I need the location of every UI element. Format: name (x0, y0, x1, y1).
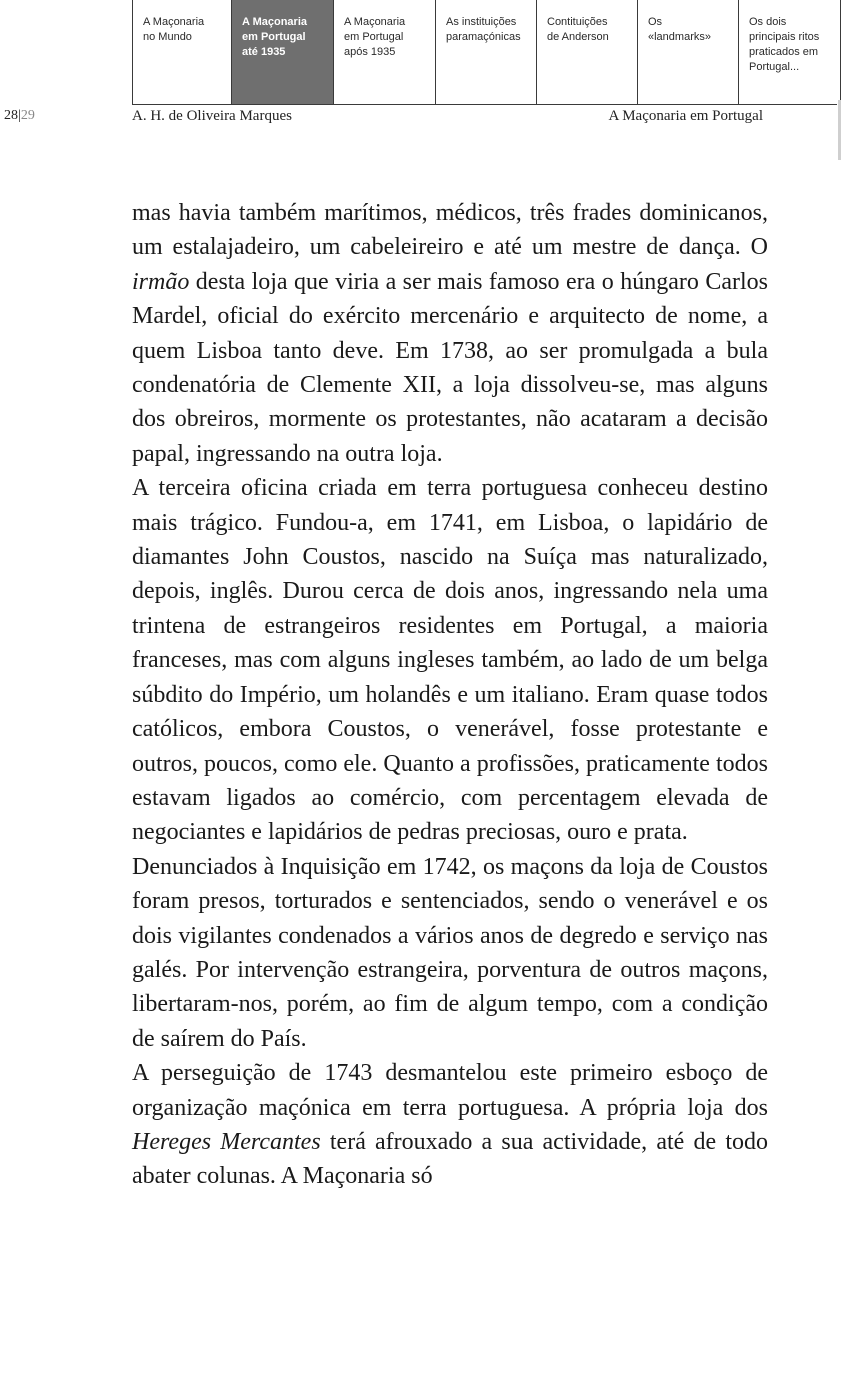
tab-label-line: Os dois (749, 16, 787, 28)
tab-label-line: no Mundo (143, 31, 192, 43)
text-run: A terceira oficina criada em terra portuguesa conheceu destino mais trágico. Fundou-a, em 1741, em Lisboa, o lapidário de diamantes John Coustos, nascido na Suíça mas naturalizado, depois, inglês. Durou cerca de dois anos, ingressando nela uma trintena de estrangeiros residentes em Portugal, a maioria franceses, mas com alguns ingleses também, ao lado de um belga súbdito do Império, um holandês e um italiano. Eram quase todos católicos, embora Coustos, o venerável, fosse protestante e outros, poucos, como ele. Quanto a profissões, praticamente todos estavam ligados ao comércio, com percentagem elevada de negociantes e lapidários de pedras preciosas, ouro e prata. (132, 475, 768, 846)
tab-label-line: de Anderson (547, 31, 609, 43)
text-run: A perseguição de 1743 desmantelou este primeiro esboço de organização maçónica em terra portuguesa. A própria loja dos (132, 1060, 768, 1121)
tab-label-line: Contituições (547, 16, 608, 28)
page-number-left: 28 (4, 108, 18, 123)
text-run: Denunciados à Inquisição em 1742, os maçons da loja de Coustos foram presos, torturados e sentenciados, sendo o venerável e os dois vigilantes condenados a vários anos de degredo e serviço nas galés. Por intervenção estrangeira, porventura de outros maçons, libertaram-nos, porém, ao fim de algum tempo, com a condição de saírem do País. (132, 853, 768, 1052)
tab-landmarks[interactable] (637, 0, 738, 104)
text-run: mas havia também marítimos, médicos, três frades dominicanos, um estalajadeiro, um cabeleireiro e até um mestre de dança. O (132, 200, 768, 261)
tab-maconaria-no-mundo[interactable] (132, 0, 231, 104)
tab-label-line: após 1935 (344, 46, 396, 58)
italic-text: Hereges Mercantes (132, 1128, 321, 1155)
tab-label-line: Os (648, 16, 663, 28)
tab-label-line: principais ritos (749, 31, 820, 43)
page-numbers (4, 108, 35, 124)
tab-label-line: em Portugal (242, 31, 306, 43)
tab-maconaria-em-portugal-apos-1935[interactable] (333, 0, 435, 104)
text-run: desta loja que viria a ser mais famoso era o húngaro Carlos Mardel, oficial do exército mercenário e arquitecto de nome, a quem Lisboa tanto deve. Em 1738, ao ser promulgada a bula condenatória de Clemente XII, a loja dissolveu-se, mas alguns dos obreiros, mormente os protestantes, não acataram a decisão papal, ingressando na outra loja. (132, 268, 768, 467)
header-rule (132, 104, 837, 105)
tab-maconaria-em-portugal-ate-1935[interactable] (231, 0, 333, 104)
paragraph (132, 196, 768, 471)
tab-label-line: Portugal... (749, 61, 800, 73)
tab-label-line: paramaçónicas (446, 31, 521, 43)
tab-label-line: praticados em (749, 46, 819, 58)
paragraph (132, 1056, 768, 1194)
tab-dois-principais-ritos[interactable] (738, 0, 841, 104)
tab-label-line: «landmarks» (648, 31, 711, 43)
tab-label-line: em Portugal (344, 31, 404, 43)
tab-instituicoes-paramaconicas[interactable] (435, 0, 536, 104)
body-text (132, 196, 768, 1194)
tab-label-line: A Maçonaria (242, 16, 308, 28)
running-head-title: A Maçonaria em Portugal (608, 108, 763, 124)
paragraph (132, 471, 768, 849)
running-head-author: A. H. de Oliveira Marques (132, 108, 292, 124)
page-number-right: 29 (20, 108, 35, 123)
chapter-tabs (132, 0, 841, 104)
tab-label-line: até 1935 (242, 46, 286, 58)
text-run: terá afrouxado a sua actividade, até de todo abater colunas. A Maçonaria só (132, 1128, 769, 1190)
italic-text: irmão (132, 268, 190, 295)
page-number-separator: | (18, 108, 21, 123)
tab-label-line: As instituições (446, 16, 517, 28)
tab-label-line: A Maçonaria (344, 16, 406, 28)
paragraph (132, 850, 768, 1056)
tab-label-line: A Maçonaria (143, 16, 205, 28)
tab-constituicoes-de-anderson[interactable] (536, 0, 637, 104)
